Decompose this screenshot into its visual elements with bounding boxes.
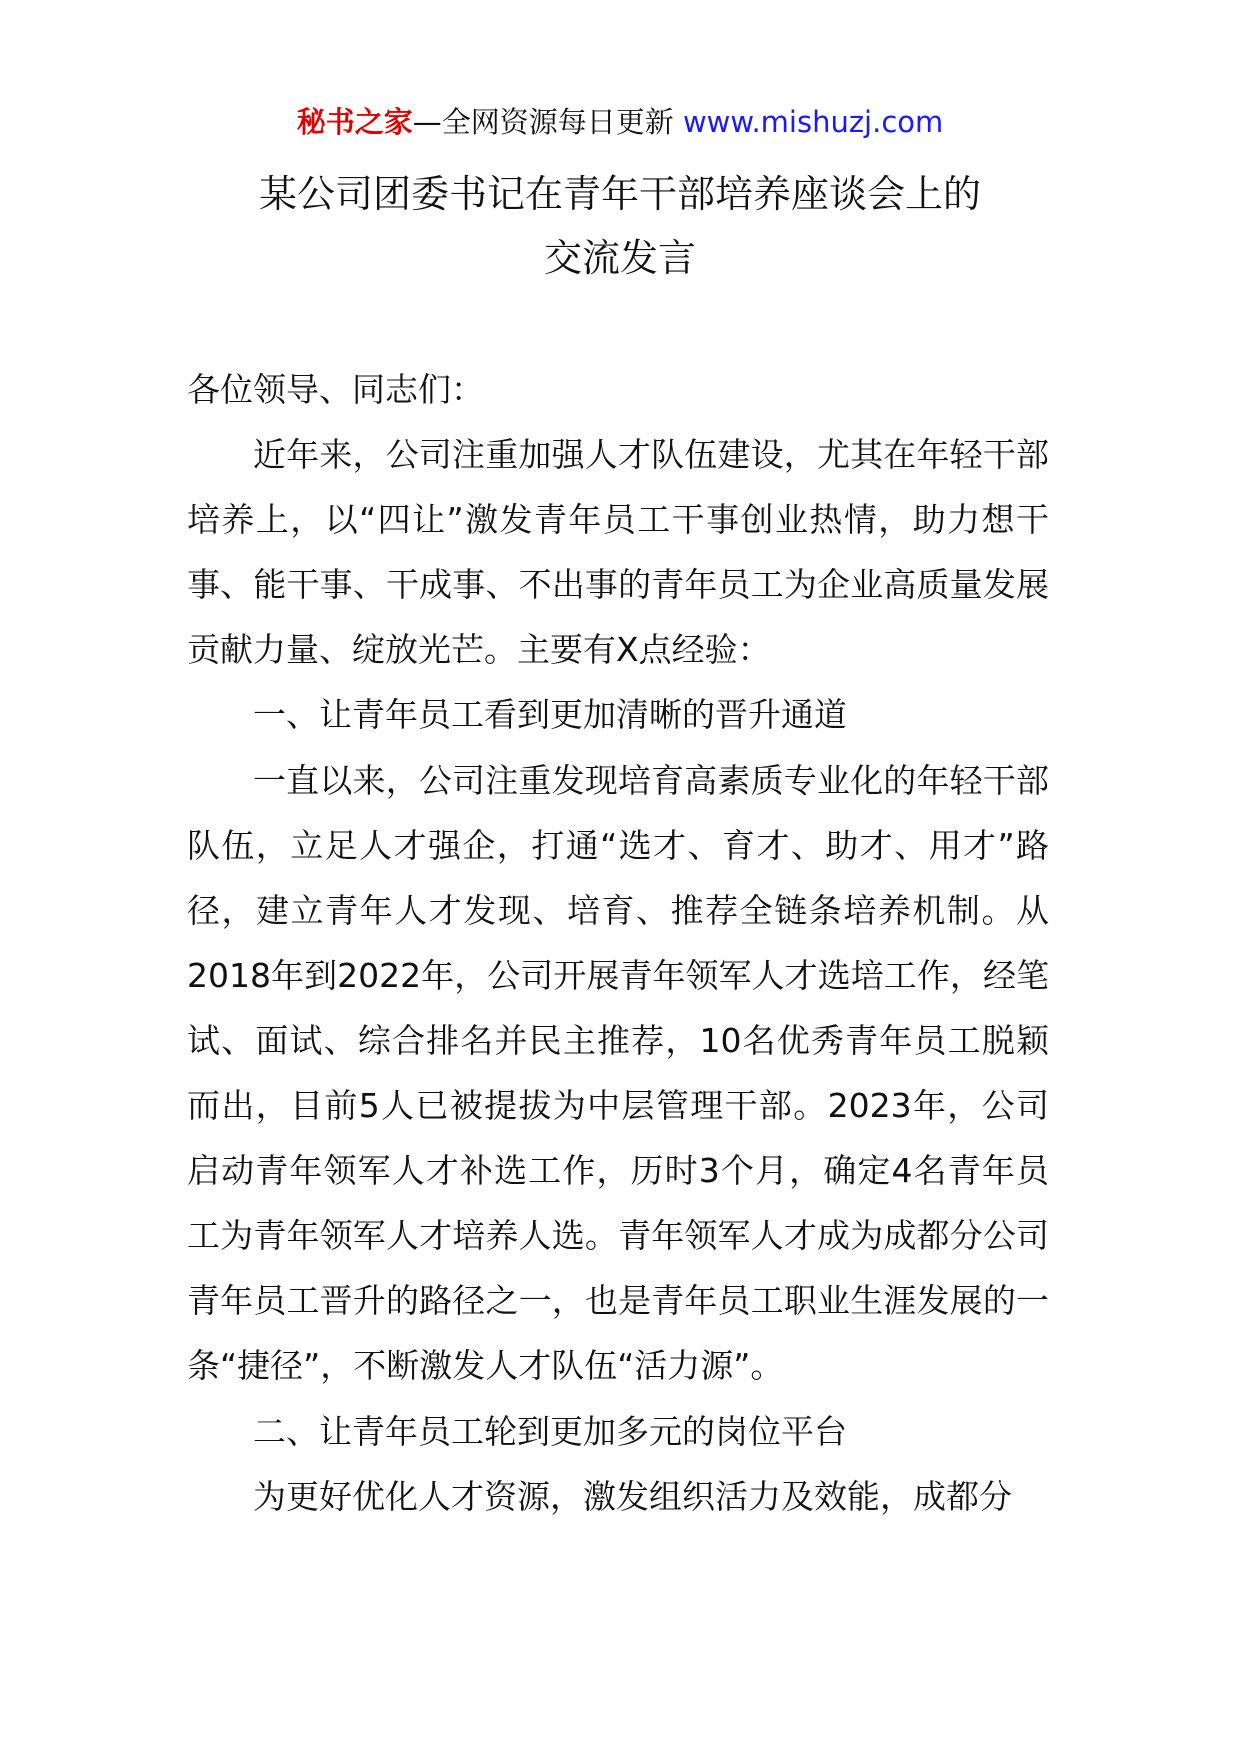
site-url: www.mishuzj.com: [682, 105, 944, 139]
intro-paragraph: 近年来，公司注重加强人才队伍建设，尤其在年轻干部培养上，以“四让”激发青年员工干事创业热情，助力想干事、能干事、干成事、不出事的青年员工为企业高质量发展贡献力量、绽放光芒。主要有X点经验：: [187, 435, 1049, 670]
site-brand: 秘书之家: [296, 105, 413, 139]
title-line-2: 交流发言: [543, 236, 696, 280]
section-paragraph-2: 为更好优化人才资源，激发组织活力及效能，成都分: [253, 1476, 1012, 1516]
site-tagline: —全网资源每日更新: [412, 105, 674, 139]
salutation: 各位领导、同志们：: [187, 370, 484, 409]
document-title: [0, 162, 1240, 290]
site-header: [0, 100, 1240, 144]
section-heading-2: 二、让青年员工轮到更加多元的岗位平台: [253, 1411, 847, 1451]
document-body: [187, 357, 1049, 1529]
title-line-1: 某公司团委书记在青年干部培养座谈会上的: [258, 172, 981, 216]
section-paragraph-1: 一直以来，公司注重发现培育高素质专业化的年轻干部队伍，立足人才强企，打通“选才、育才、助才、用才”路径，建立青年人才发现、培育、推荐全链条培养机制。从2018年到2022年，公司开展青年领军人才选培工作，经笔试、面试、综合排名并民主推荐，10名优秀青年员工脱颖而出，目前5人已被提拔为中层管理干部。2023年，公司启动青年领军人才补选工作，历时3个月，确定4名青年员工为青年领军人才培养人选。青年领军人才成为成都分公司青年员工晋升的路径之一，也是青年员工职业生涯发展的一条“捷径”，不断激发人才队伍“活力源”。: [187, 760, 1049, 1386]
section-heading-1: 一、让青年员工看到更加清晰的晋升通道: [253, 695, 847, 735]
